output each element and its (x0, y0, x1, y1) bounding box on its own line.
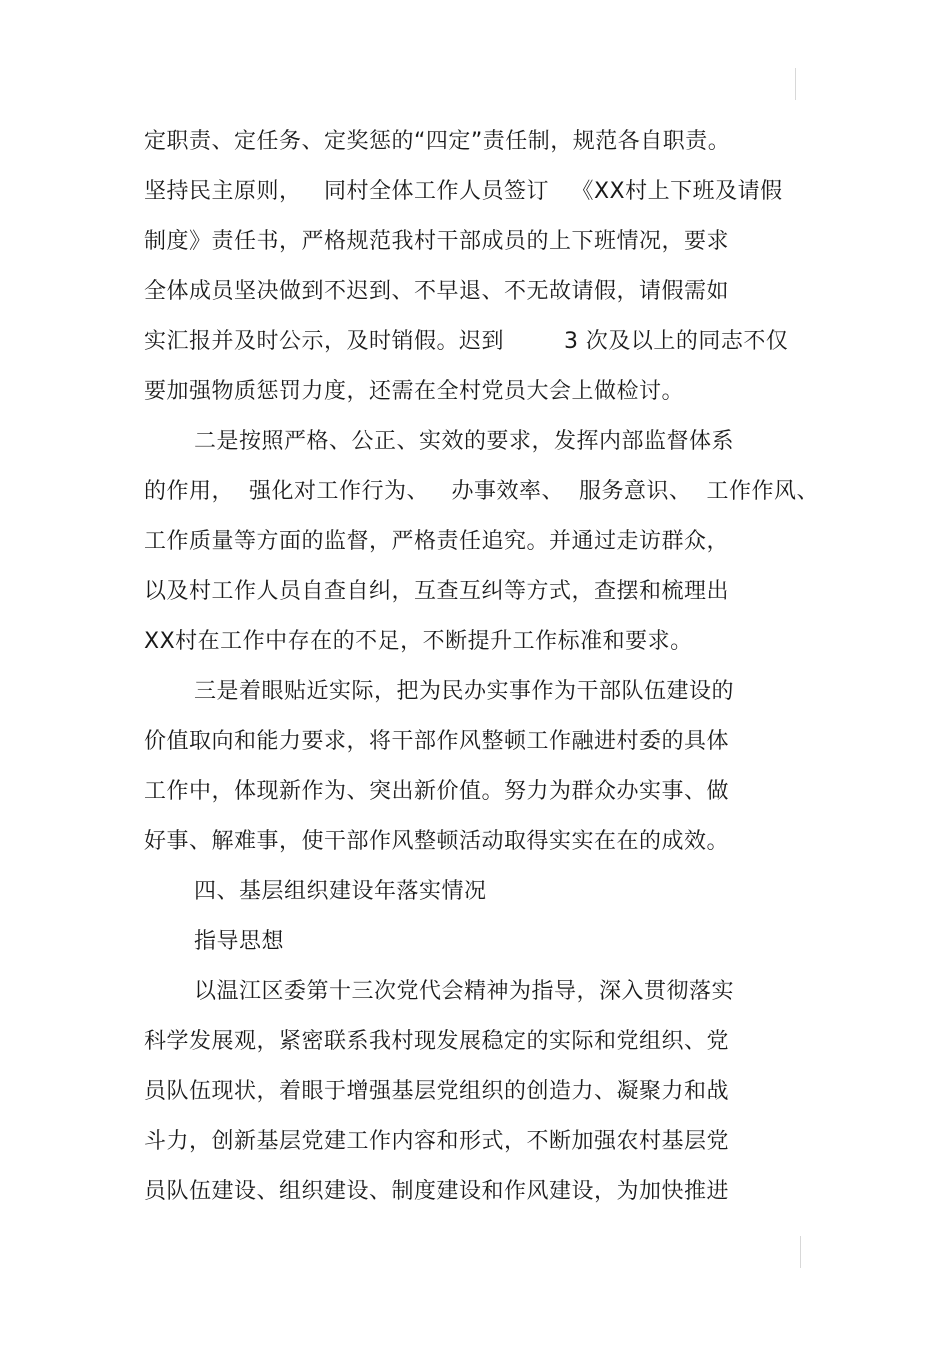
text-line-13: 价值取向和能力要求，将干部作风整顿工作融进村委的具体 (144, 729, 730, 754)
scan-margin-mark-top (795, 68, 796, 100)
text-line-15: 好事、解难事，使干部作风整顿活动取得实实在在的成效。 (144, 829, 730, 854)
section-heading: 四、基层组织建设年落实情况 (194, 879, 487, 904)
text-line-10: 以及村工作人员自查自纠，互查互纠等方式，查摆和梳理出 (144, 579, 730, 604)
scan-margin-mark-bottom (800, 1236, 801, 1268)
subsection-heading: 指导思想 (194, 929, 285, 954)
text-line-21: 斗力，创新基层党建工作内容和形式，不断加强农村基层党 (144, 1129, 730, 1154)
text-line-20: 员队伍现状，着眼于增强基层党组织的创造力、凝聚力和战 (144, 1079, 730, 1104)
text-line-1: 定职责、定任务、定奖惩的“四定”责任制，规范各自职责。 (144, 129, 731, 154)
text-line-19: 科学发展观，紧密联系我村现发展稳定的实际和党组织、党 (144, 1029, 730, 1054)
text-line-11: XX村在工作中存在的不足，不断提升工作标准和要求。 (144, 629, 693, 654)
text-line-6: 要加强物质惩罚力度，还需在全村党员大会上做检讨。 (144, 379, 685, 404)
text-line-14: 工作中，体现新作为、突出新价值。努力为群众办实事、做 (144, 779, 730, 804)
text-line-22: 员队伍建设、组织建设、制度建设和作风建设，为加快推进 (144, 1179, 730, 1204)
paragraph-3-first-line: 三是着眼贴近实际，把为民办实事作为干部队伍建设的 (194, 679, 735, 704)
text-line-5: 实汇报并及时公示，及时销假。迟到 3 次及以上的同志不仅 (144, 329, 789, 354)
text-line-8: 的作用， 强化对工作行为、 办事效率、 服务意识、 工作作风、 (144, 479, 819, 504)
paragraph-4-first-line: 以温江区委第十三次党代会精神为指导，深入贯彻落实 (194, 979, 735, 1004)
text-line-9: 工作质量等方面的监督，严格责任追究。并通过走访群众， (144, 529, 730, 554)
text-line-4: 全体成员坚决做到不迟到、不早退、不无故请假，请假需如 (144, 279, 730, 304)
paragraph-2-first-line: 二是按照严格、公正、实效的要求，发挥内部监督体系 (194, 429, 735, 454)
text-line-2: 坚持民主原则， 同村全体工作人员签订 《XX村上下班及请假 (144, 179, 783, 204)
text-line-3: 制度》责任书，严格规范我村干部成员的上下班情况，要求 (144, 229, 730, 254)
